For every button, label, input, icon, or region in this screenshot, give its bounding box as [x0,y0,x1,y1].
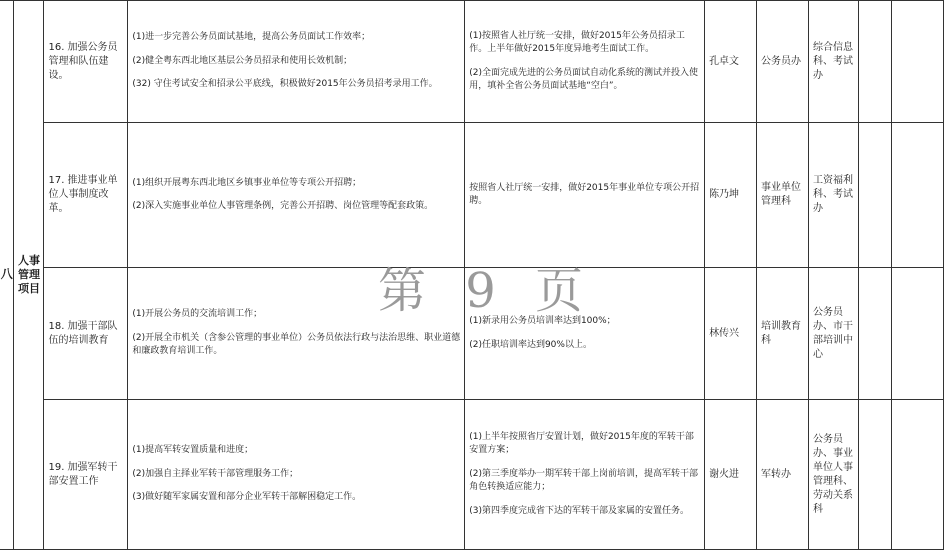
project-name: 19. 加强军转干部安置工作 [44,400,128,550]
measures-cell [128,123,465,268]
table-row [0,268,944,400]
empty-cell [891,400,943,550]
cooperating-departments: 公务员办、事业单位人事管理科、劳动关系科 [809,400,859,550]
section-number: 八 [0,1,14,550]
targets-cell [465,400,705,550]
empty-cell [858,1,891,123]
empty-cell [891,268,943,400]
cooperating-departments: 公务员办、市干部培训中心 [809,268,859,400]
responsible-person: 谢火进 [705,400,757,550]
measure-item: (1)进一步完善公务员面试基地，提高公务员面试工作效率； [132,32,371,43]
measure-item: (1)开展公务员的交流培训工作； [132,309,263,320]
measures-cell [128,400,465,550]
empty-cell [891,1,943,123]
measure-item: (32) 守住考试安全和招录公平底线，积极做好2015年公务员招考录用工作。 [132,79,438,90]
measure-item: (1)提高军转安置质量和进度； [132,445,254,456]
target-item: (1)上半年按照省厅安置计划，做好2015年度的军转干部安置方案； [469,431,694,456]
lead-department: 军转办 [757,400,809,550]
target-item: (3)第四季度完成省下达的军转干部及家属的安置任务。 [469,505,689,516]
target-item: (2)第三季度举办一期军转干部上岗前培训，提高军转干部角色转换适应能力； [469,468,698,493]
responsible-person: 林传兴 [705,268,757,400]
section-category: 人事管理项目 [14,1,44,550]
target-item: (1)按照省人社厅统一安排，做好2015年公务员招录工作。上半年做好2015年度异地考生面试工作。 [469,30,685,54]
empty-cell [858,268,891,400]
empty-cell [858,400,891,550]
measure-item: (1)组织开展粤东西北地区乡镇事业单位等专项公开招聘； [132,177,362,188]
empty-cell [858,123,891,268]
target-item: 按照省人社厅统一安排，做好2015年事业单位专项公开招聘。 [469,182,700,206]
measures-cell [128,1,465,123]
measure-item: (2)健全粤东西北地区基层公务员招录和使用长效机制； [132,55,353,66]
measure-item: (3)做好随军家属安置和部分企业军转干部解困稳定工作。 [132,492,362,503]
cooperating-departments: 工资福利科、考试办 [809,123,859,268]
measure-item: (2)加强自主择业军转干部管理服务工作； [132,468,299,479]
table-row [0,400,944,550]
measure-item: (2)开展全市机关（含参公管理的事业单位）公务员依法行政与法治思维、职业道德和廉政教育培训工作。 [132,332,461,357]
measures-cell [128,268,465,400]
page-number-watermark: 第 9 页 [378,263,596,319]
target-item: (1)新录用公务员培训率达到100%； [469,316,616,326]
targets-cell [465,1,705,123]
empty-cell [891,123,943,268]
table-row [0,1,944,123]
responsible-person: 孔卓文 [705,1,757,123]
responsible-person: 陈乃坤 [705,123,757,268]
target-item: (2)全面完成先进的公务员面试自动化系统的测试并投入使用，填补全省公务员面试基地“空白”。 [469,67,698,91]
project-name: 18. 加强干部队伍的培训教育 [44,268,128,400]
table-row [0,123,944,268]
project-name: 17. 推进事业单位人事制度改革。 [44,123,128,268]
lead-department: 事业单位管理科 [757,123,809,268]
targets-cell [465,123,705,268]
measure-item: (2)深入实施事业单位人事管理条例，完善公开招聘、岗位管理等配套政策。 [132,201,434,211]
project-name: 16. 加强公务员管理和队伍建设。 [44,1,128,123]
lead-department: 培训教育科 [757,268,809,400]
targets-cell [465,268,705,400]
cooperating-departments: 综合信息科、考试办 [809,1,859,123]
target-item: (2)任职培训率达到90%以上。 [469,339,592,350]
lead-department: 公务员办 [757,1,809,123]
